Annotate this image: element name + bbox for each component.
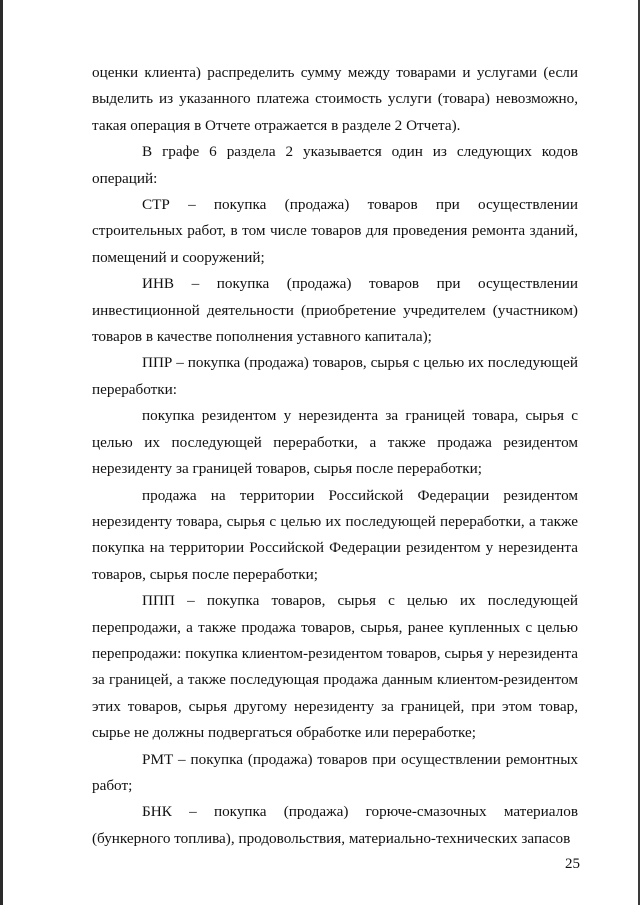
scan-edge-left (0, 0, 3, 905)
paragraph-ppr-abroad: покупка резидентом у нерезидента за границей товара, сырья с целью их последующей переработки, а также продажа резидентом нерезиденту за границей товаров, сырья после переработки; (92, 407, 578, 478)
paragraph-continuation: оценки клиента) распределить сумму между товарами и услугами (если выделить из указанного платежа стоимость услуги (товара) невозможно, такая операция в Отчете отражается в разделе 2 Отчета). (92, 64, 578, 134)
page-number: 25 (565, 856, 580, 872)
paragraph-column6-intro: В графе 6 раздела 2 указывается один из следующих кодов операций: (92, 143, 578, 187)
paragraph-code-str: СТР – покупка (продажа) товаров при осуществлении строительных работ, в том числе товаров для проведения ремонта зданий, помещений и сооружений; (92, 196, 578, 266)
paragraph-code-bnk: БНК – покупка (продажа) горюче-смазочных материалов (бункерного топлива), продовольствия, материально-технических запасов (92, 803, 578, 847)
body-text (92, 60, 578, 852)
paragraph-code-ppr: ППР – покупка (продажа) товаров, сырья с целью их последующей переработки: (92, 354, 578, 398)
paragraph-code-ppp: ППП – покупка товаров, сырья с целью их последующей перепродажи, а также продажа товаров, сырья, ранее купленных с целью перепродажи: покупка клиентом-резидентом товаров, сырья у нерезидента за границей, а также последующая продажа данным клиентом-резидентом этих товаров, сырья другому нерезиденту за границей, при этом товар, сырье не должны подвергаться обработке или переработке; (92, 592, 578, 742)
paragraph-code-inv: ИНВ – покупка (продажа) товаров при осуществлении инвестиционной деятельности (приобретение учредителем (участником) товаров в качестве пополнения уставного капитала); (92, 275, 578, 346)
paragraph-code-rmt: РМТ – покупка (продажа) товаров при осуществлении ремонтных работ; (92, 750, 578, 794)
paragraph-ppr-domestic: продажа на территории Российской Федерации резидентом нерезиденту товара, сырья с целью их последующей переработки, а также покупка на территории Российской Федерации резидентом у нерезидента товаров, сырья после переработки; (92, 486, 578, 583)
